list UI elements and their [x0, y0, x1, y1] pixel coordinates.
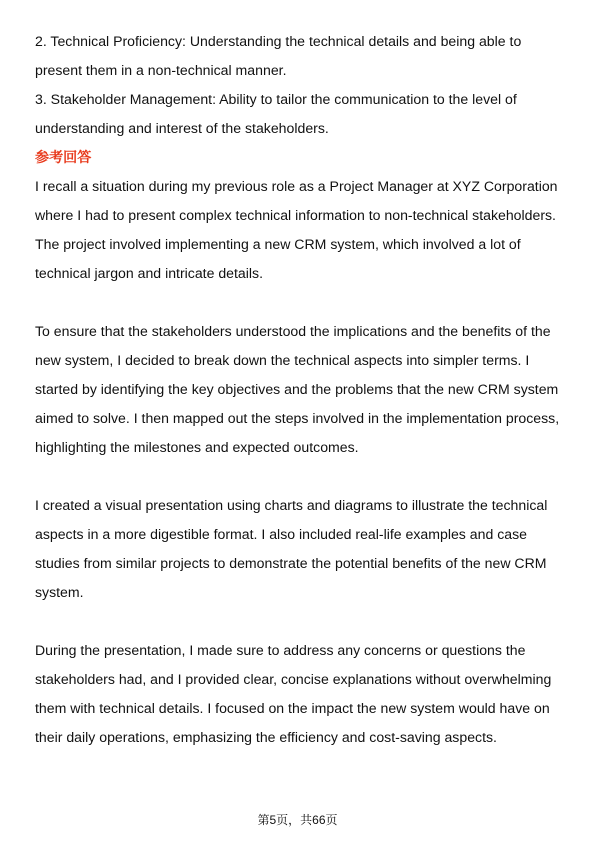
paragraph-spacer — [35, 607, 567, 636]
answer-paragraph: I created a visual presentation using charts and diagrams to illustrate the technical aspects in a more digestible format. I also included real-life examples and case studies from similar projects to demonstrate the potential benefits of the new CRM system. — [35, 497, 548, 600]
paragraph-spacer — [35, 462, 567, 491]
answer-paragraph: I recall a situation during my previous role as a Project Manager at XYZ Corporation where I had to present complex technical information to non-technical stakeholders. The project involved implementing a new CRM system, which involved a lot of technical jargon and intricate details. — [35, 178, 558, 281]
answer-paragraph: To ensure that the stakeholders understood the implications and the benefits of the new system, I decided to break down the technical aspects into simpler terms. I started by identifying the key objectives and the problems that the new CRM system aimed to solve. I then mapped out the steps involved in the implementation process, highlighting the milestones and expected outcomes. — [35, 323, 560, 455]
answer-paragraph: During the presentation, I made sure to address any concerns or questions the stakeholders had, and I provided clear, concise explanations without overwhelming them with technical details. I focused on the impact the new system would have on their daily operations, emphasizing the efficiency and cost-saving aspects. — [35, 642, 552, 745]
page-number-footer: 第5页，共66页 — [257, 813, 338, 827]
paragraph-spacer — [35, 288, 567, 317]
reference-answer-heading: 参考回答 — [35, 149, 92, 165]
list-item-stakeholder-management: 3. Stakeholder Management: Ability to tailor the communication to the level of understanding and interest of the stakeholders. — [35, 91, 517, 136]
list-item-technical-proficiency: 2. Technical Proficiency: Understanding the technical details and being able to present them in a non-technical manner. — [35, 33, 522, 78]
page-content — [35, 27, 567, 752]
